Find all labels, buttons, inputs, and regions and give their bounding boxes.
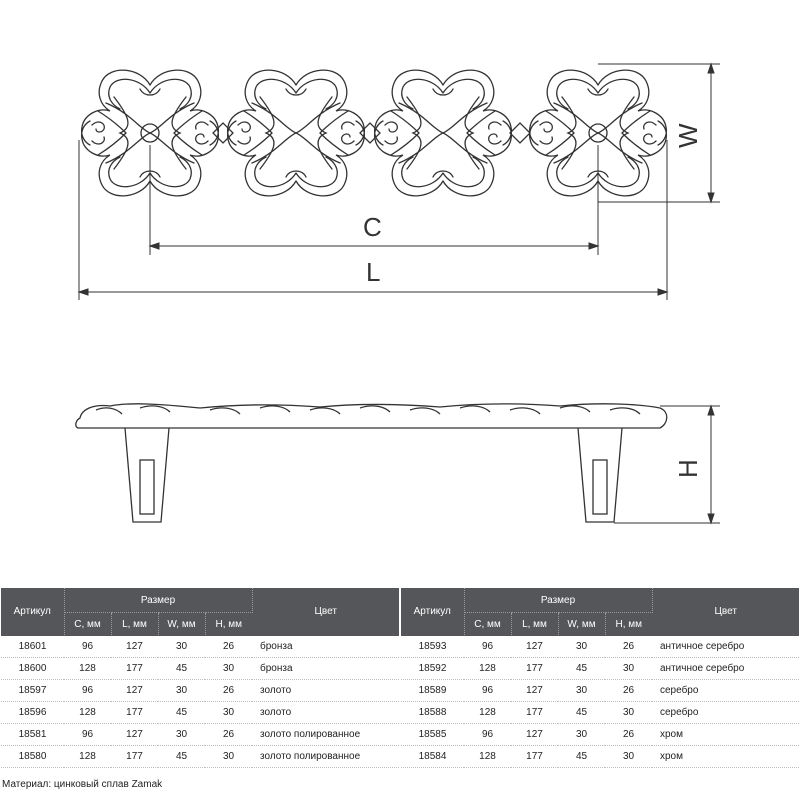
cell-c: 96: [64, 636, 111, 658]
cell-color: бронза: [252, 636, 399, 658]
cell-h: 26: [605, 680, 652, 702]
cell-h: 30: [605, 702, 652, 724]
cell-color: серебро: [652, 680, 799, 702]
cell-article: 18597: [1, 680, 64, 702]
table-row: [1, 702, 399, 724]
header-l: L, мм: [511, 613, 558, 636]
dimension-label-w: W: [673, 123, 703, 148]
cell-c: 128: [464, 658, 511, 680]
table-row: [401, 724, 799, 746]
cell-c: 96: [464, 724, 511, 746]
cell-c: 96: [64, 680, 111, 702]
cell-h: 30: [605, 658, 652, 680]
table-row: [1, 680, 399, 702]
cell-c: 96: [464, 636, 511, 658]
cell-l: 177: [511, 746, 558, 768]
cell-article: 18580: [1, 746, 64, 768]
cell-c: 128: [64, 702, 111, 724]
cell-w: 45: [558, 702, 605, 724]
dimension-label-h: H: [673, 459, 703, 478]
table-row: [1, 724, 399, 746]
table-row: [401, 636, 799, 658]
cell-c: 128: [64, 746, 111, 768]
header-w: W, мм: [558, 613, 605, 636]
cell-l: 127: [111, 724, 158, 746]
specs-table-right: [401, 588, 799, 768]
cell-c: 96: [464, 680, 511, 702]
header-article: Артикул: [401, 588, 464, 636]
cell-color: золото: [252, 702, 399, 724]
cell-w: 45: [558, 746, 605, 768]
cell-w: 30: [558, 724, 605, 746]
table-row: [1, 636, 399, 658]
cell-color: золото полированное: [252, 724, 399, 746]
cell-color: античное серебро: [652, 636, 799, 658]
cell-w: 45: [158, 702, 205, 724]
cell-h: 26: [205, 680, 252, 702]
cell-article: 18601: [1, 636, 64, 658]
cell-l: 177: [111, 746, 158, 768]
cell-c: 128: [464, 746, 511, 768]
cell-color: золото: [252, 680, 399, 702]
header-article: Артикул: [1, 588, 64, 636]
cell-h: 30: [205, 658, 252, 680]
cell-w: 30: [158, 680, 205, 702]
cell-article: 18593: [401, 636, 464, 658]
dimension-lines-side: [614, 406, 720, 523]
table-row: [401, 658, 799, 680]
header-color: Цвет: [652, 588, 799, 636]
cell-w: 45: [158, 746, 205, 768]
cell-w: 30: [158, 724, 205, 746]
dimension-label-l: L: [366, 257, 381, 287]
cell-l: 127: [511, 724, 558, 746]
header-size: Размер: [464, 588, 652, 613]
cell-l: 127: [511, 680, 558, 702]
cell-w: 30: [558, 680, 605, 702]
cell-c: 128: [64, 658, 111, 680]
cell-article: 18596: [1, 702, 64, 724]
cell-h: 26: [205, 724, 252, 746]
cell-l: 177: [111, 658, 158, 680]
header-w: W, мм: [158, 613, 205, 636]
header-h: H, мм: [205, 613, 252, 636]
cell-color: хром: [652, 746, 799, 768]
cell-l: 177: [511, 658, 558, 680]
header-h: H, мм: [605, 613, 652, 636]
cell-h: 30: [205, 746, 252, 768]
cell-color: античное серебро: [652, 658, 799, 680]
cell-c: 128: [464, 702, 511, 724]
cell-w: 30: [158, 636, 205, 658]
cell-h: 26: [205, 636, 252, 658]
table-row: [401, 746, 799, 768]
table-row: [401, 702, 799, 724]
header-c: C, мм: [464, 613, 511, 636]
cell-l: 177: [511, 702, 558, 724]
cell-article: 18584: [401, 746, 464, 768]
cell-h: 26: [605, 636, 652, 658]
header-size: Размер: [64, 588, 252, 613]
cell-h: 30: [605, 746, 652, 768]
cell-w: 45: [158, 658, 205, 680]
header-c: C, мм: [64, 613, 111, 636]
specs-table-left: [1, 588, 399, 768]
cell-article: 18588: [401, 702, 464, 724]
handle-top-view: [82, 70, 667, 196]
dimension-lines-top: [79, 64, 720, 300]
cell-article: 18581: [1, 724, 64, 746]
cell-l: 127: [511, 636, 558, 658]
cell-l: 127: [111, 680, 158, 702]
table-row: [1, 746, 399, 768]
table-row: [1, 658, 399, 680]
cell-c: 96: [64, 724, 111, 746]
cell-article: 18585: [401, 724, 464, 746]
cell-color: бронза: [252, 658, 399, 680]
cell-w: 45: [558, 658, 605, 680]
cell-article: 18589: [401, 680, 464, 702]
cell-color: хром: [652, 724, 799, 746]
cell-l: 177: [111, 702, 158, 724]
cell-article: 18592: [401, 658, 464, 680]
cell-l: 127: [111, 636, 158, 658]
cell-article: 18600: [1, 658, 64, 680]
material-footnote: Материал: цинковый сплав Zamak: [2, 779, 163, 790]
cell-h: 26: [605, 724, 652, 746]
cell-h: 30: [205, 702, 252, 724]
cell-color: серебро: [652, 702, 799, 724]
table-row: [401, 680, 799, 702]
header-l: L, мм: [111, 613, 158, 636]
cell-w: 30: [558, 636, 605, 658]
header-color: Цвет: [252, 588, 399, 636]
handle-side-view: [76, 404, 667, 522]
cell-color: золото полированное: [252, 746, 399, 768]
dimension-label-c: C: [363, 212, 382, 242]
